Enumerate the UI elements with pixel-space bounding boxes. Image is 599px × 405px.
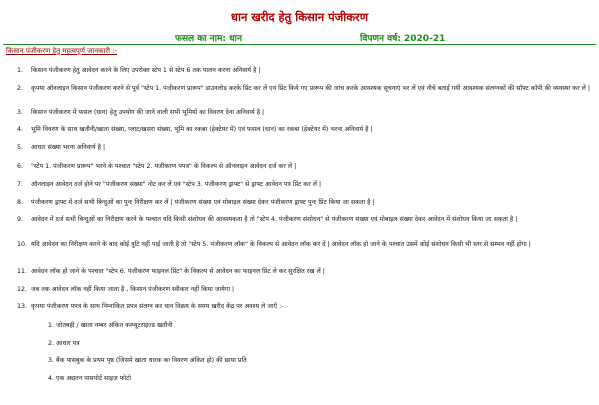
document-list-item: 3. बैंक पासबुक के प्रथम पृष्ठ (जिसमे खाता धारक का विवरण अंकित हो) की छाया प्रति xyxy=(48,357,247,364)
item-number: 11. xyxy=(17,268,28,275)
item-text: किसान पंजीकरण में फसल (धान) हेतु उपयोग की जाने वाली सभी भूमियों का विवरण देना अनिवार्य है | xyxy=(31,109,265,116)
section-heading: किसान पंजीकरण हेतु महत्वपूर्ण जानकारी :- xyxy=(6,47,118,55)
item-text: कृपया ऑनलाइन किसान पंजीकरण करने से पूर्व "स्टेप 1. पंजीकरण प्रारूप" डाउनलोड करके प्रिंट कर लें एवं प्रिंट किये गए प्रारूप की जांच करके आवश्यक सूचनाएं भर लें एवं नीचे बताई गयी आवश्यक संलग्नकों की सॉफ्ट कॉपी की व्यवस्था कर लें | xyxy=(31,85,591,92)
item-text: कृपया पंजीकरण पपत्र के साथ निम्नांकित प्रपत्र संलग्न कर धान विक्रय के समय खरीद केंद्र पर अवश्य ले जाएँ :- xyxy=(31,303,284,310)
item-number: 9. xyxy=(17,216,24,223)
crop-name-label: फसल का नाम: धान xyxy=(175,34,242,44)
item-number: 2. xyxy=(17,85,24,92)
item-number: 6. xyxy=(17,163,24,170)
item-number: 8. xyxy=(17,199,24,206)
header-divider xyxy=(3,44,596,45)
item-text: आवेदन लॉक हो जाने के पश्चात "स्टेप 6. पंजीकरण फाइनल प्रिंट" के विकल्प से आवेदन का फाइनल प्रिंट ले कर सुरक्षित रख लें | xyxy=(31,268,325,275)
item-text: यदि आवेदन का निरीक्षण करने के बाद कोई त्रुटि नहीं पाई जाती है तो "स्टेप 5. पंजीकरण लॉक" के विकल्प से आवेदन लॉक कर दें | आवेदन लॉक हो जाने के पश्चात उसमें कोई संशोधन किसी भी स्तर से सम्भव नहीं होगा | xyxy=(31,241,531,248)
item-text: किसान पंजीकरण हेतु आवेदन करने के लिए उपरोक्त स्टेप 1 से स्टेप 6 तक पालन करना अनिवार्य है | xyxy=(31,67,261,74)
item-number: 1. xyxy=(17,67,24,74)
item-number: 4. xyxy=(17,126,24,133)
item-text: जब तक आवेदन लॉक नहीं किया जाता है , किसान पंजीकरण स्वीकार नहीं किया जायेगा | xyxy=(31,286,235,293)
item-number: 3. xyxy=(17,109,24,116)
item-number: 10. xyxy=(17,241,28,248)
item-number: 5. xyxy=(17,144,24,151)
item-text: पंजीकरण ड्राफ्ट में दर्ज सभी बिन्दुओं का पुनः निरीक्षण कर लें | पंजीकरण संख्या एवं मोबाइल संख्या देकर पंजीकरण ड्राफ्ट पुनः प्रिंट किया जा सकता है | xyxy=(31,199,375,206)
item-number: 7. xyxy=(17,181,24,188)
item-text: ऑनलाइन आवेदन दर्ज होने पर "पंजीकरण संख्या" नोट कर लें एवं "स्टेप 3. पंजीकरण ड्राफ्ट" से ड्राफ्ट आवेदन पत्र प्रिंट कर लें | xyxy=(31,181,322,188)
marketing-year-label: विपणन वर्ष: 2020-21 xyxy=(360,34,446,44)
item-number: 13. xyxy=(17,303,28,310)
document-list-item: 1. जोतबही / खाता नम्बर अंकित कम्प्यूटराइज्ड खतौनी xyxy=(48,322,173,329)
document-list-item: 4. एक अद्यतन पासपोर्ट साइज़ फोटो xyxy=(48,375,131,382)
item-text: भूमि विवरण के साथ खतौनी/खाता संख्या, प्लाट/खसरा संख्या, भूमि का रकबा (हेक्टेयर में) एवं फसल (धान) का रकबा (हेक्टेयर में) भरना अनिवार्य है | xyxy=(31,126,373,133)
item-text: आवेदन में दर्ज सभी बिन्दुओं का निरीक्षण करने के पश्चात यदि किसी संशोधन की आवश्यकता है तो "स्टेप 4. पंजीकरण संशोधन" से पंजीकरण संख्या एवं मोबाइल संख्या देकर आवेदन में संशोधन किया जा सकता है | xyxy=(31,216,518,223)
item-text: "स्टेप 1. पंजीकरण प्रारूप" भरने के पश्चात "स्टेप 2. पंजीकरण पपत्र" के विकल्प से ऑनलाइन आवेदन दर्ज कर लें | xyxy=(31,163,297,170)
item-text: आधार संख्या भरना अनिवार्य है | xyxy=(31,144,106,151)
item-number: 12. xyxy=(17,286,28,293)
page-title: धान खरीद हेतु किसान पंजीकरण xyxy=(230,10,369,24)
document-list-item: 2. आधार पत्र xyxy=(48,340,80,347)
